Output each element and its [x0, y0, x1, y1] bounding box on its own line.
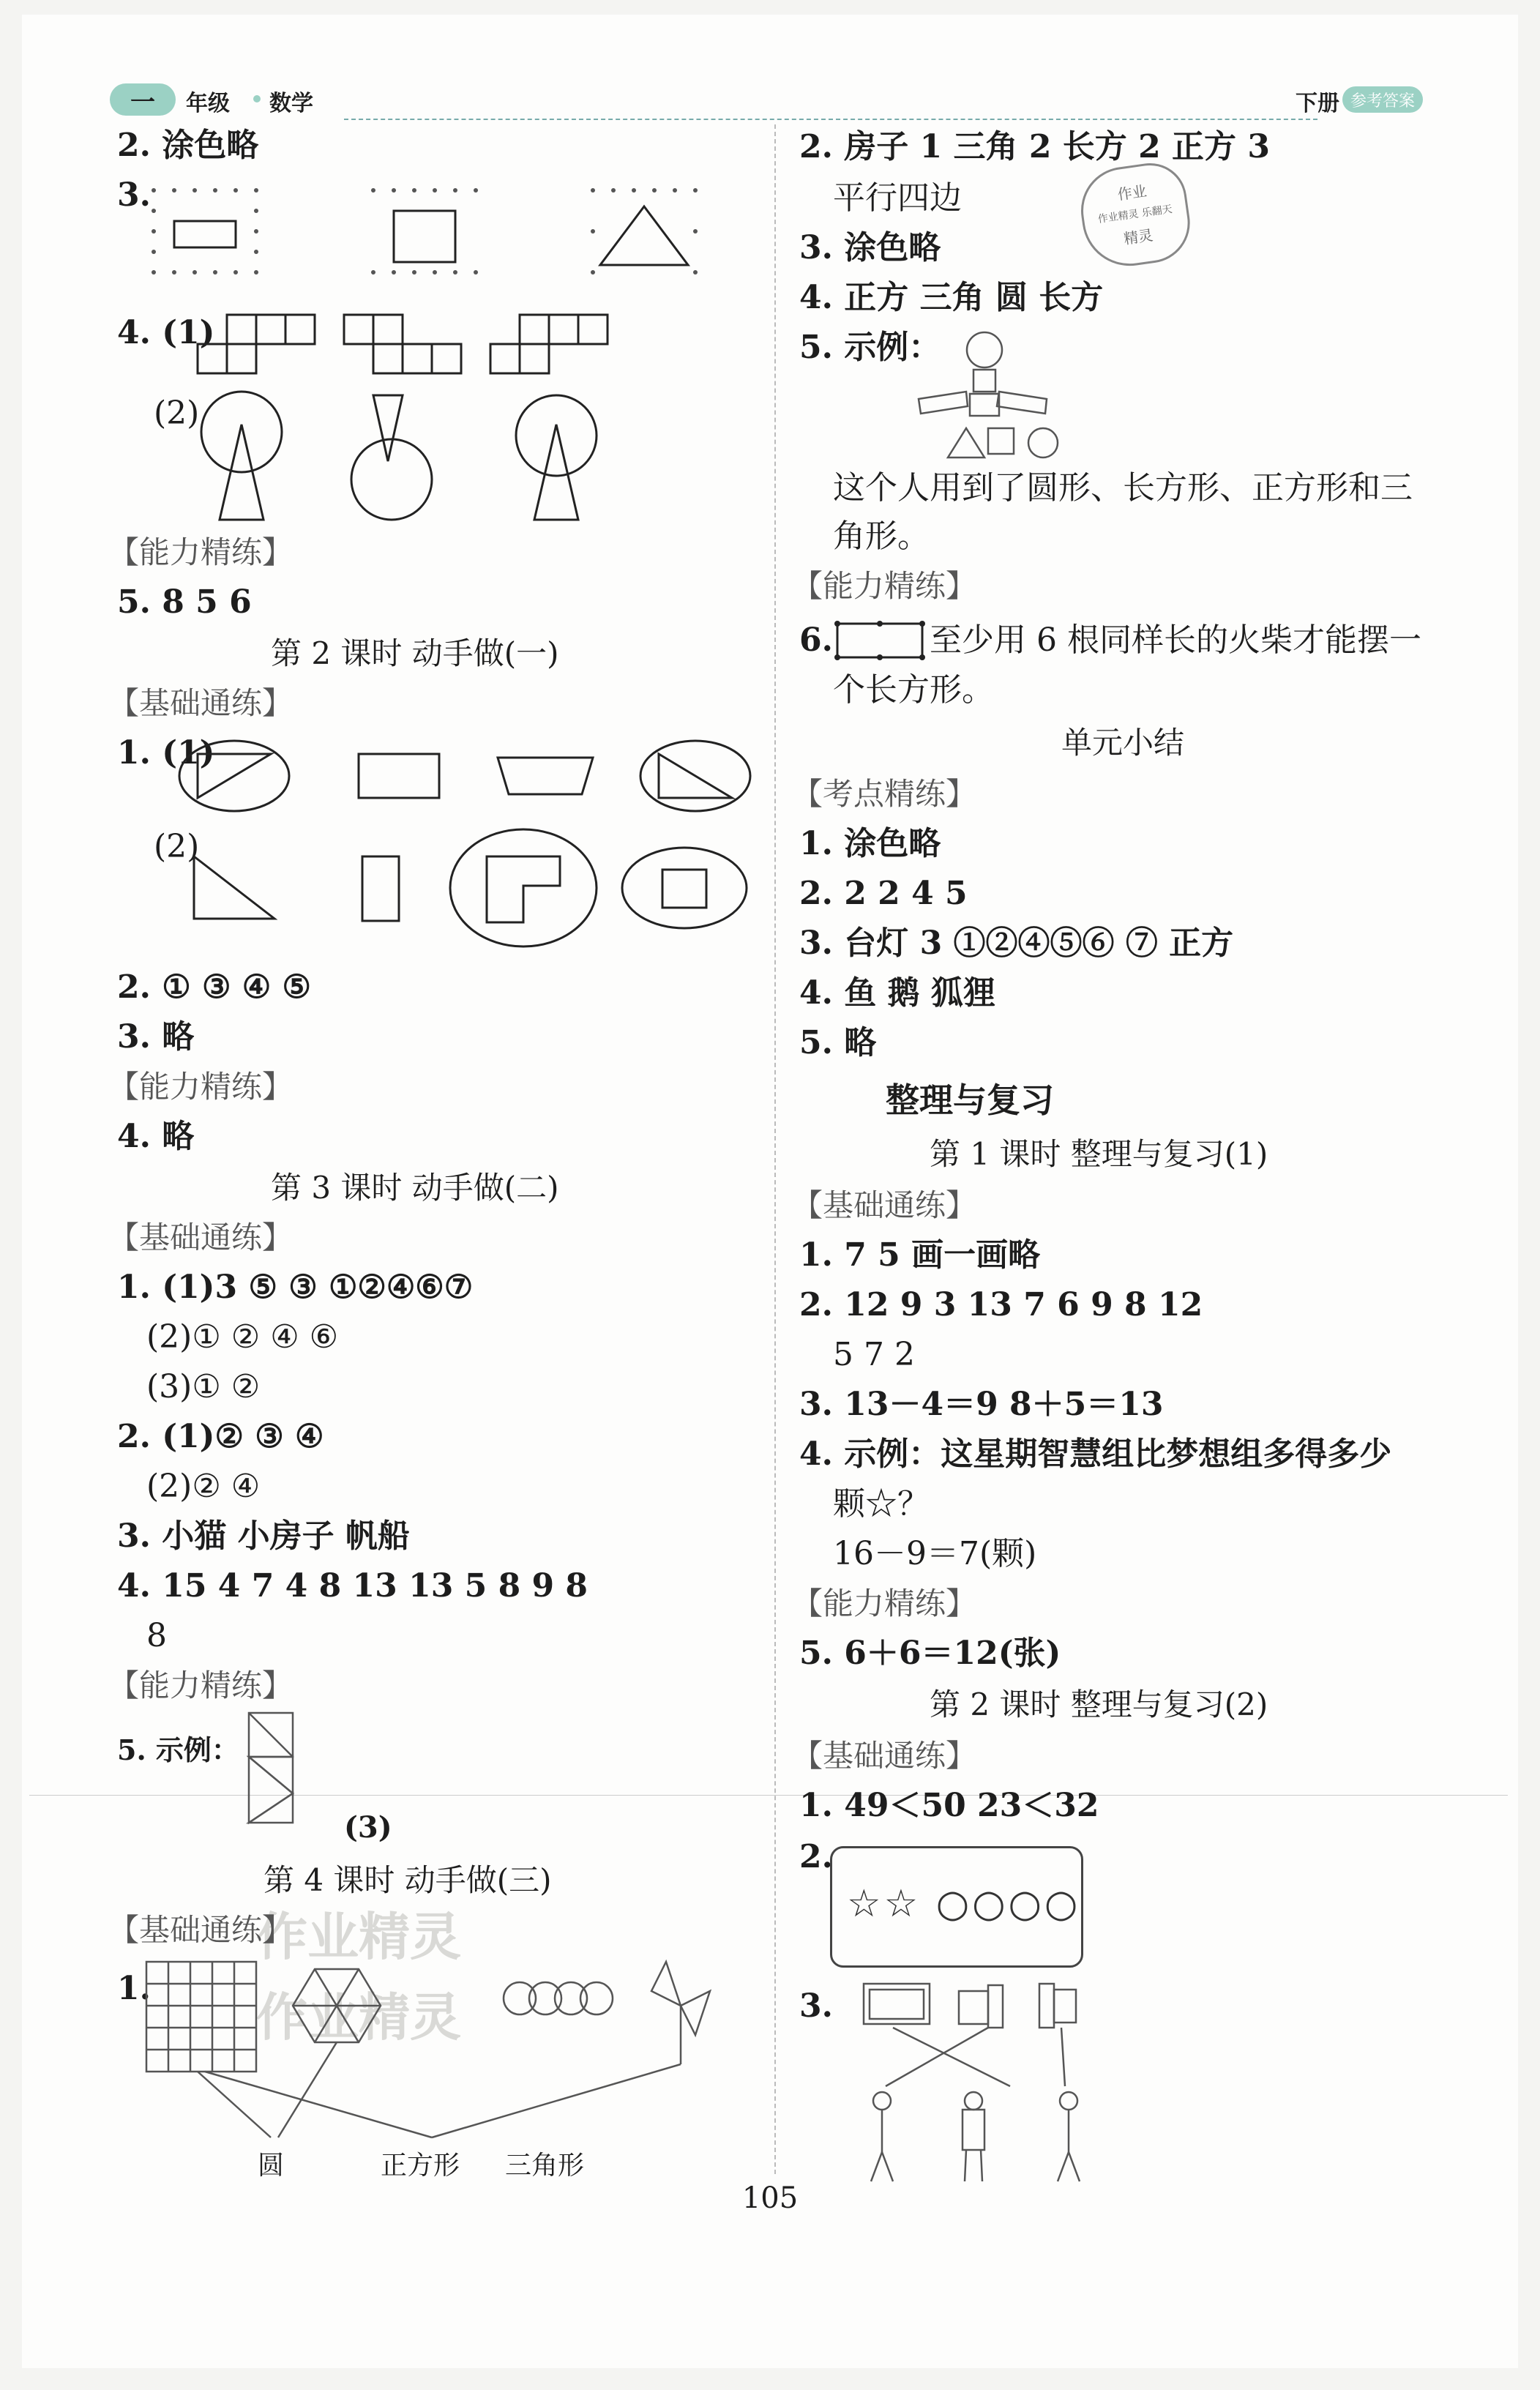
- section-label: 【能力精练】: [108, 1069, 294, 1105]
- answer-line: 1. 7 5 画一画略: [799, 1236, 1041, 1274]
- grade-badge: 一: [110, 83, 176, 116]
- watermark-text: 作业精灵: [256, 1987, 461, 2047]
- answer-line: 4. 15 4 7 4 8 13 13 5 8 9 8: [117, 1567, 588, 1605]
- answer-line: 1. (1)3 ⑤ ③ ①②④⑥⑦: [117, 1269, 474, 1306]
- lesson-heading: 第 1 课时 整理与复习(1): [930, 1136, 1268, 1172]
- answer-line: 4. (1): [117, 314, 215, 351]
- unit-summary-heading: 单元小结: [1061, 725, 1185, 761]
- answer-line: (3): [344, 1810, 392, 1845]
- section-label: 【能力精练】: [108, 1668, 294, 1703]
- answer-line: (2): [154, 395, 200, 432]
- tangram-figure: [234, 1713, 322, 1830]
- section-label: 【基础通练】: [108, 685, 294, 721]
- answer-line: 2.: [799, 1838, 833, 1875]
- answer-line: 至少用 6 根同样长的火柴才能摆一: [930, 621, 1421, 659]
- answer-line: 平行四边: [833, 179, 962, 217]
- answer-line: 2. 房子 1 三角 2 长方 2 正方 3: [799, 128, 1270, 165]
- answer-line: 4. 正方 三角 圆 长方: [799, 279, 1104, 316]
- subject-label: 数学: [269, 91, 313, 116]
- lesson-heading: 第 3 课时 动手做(二): [271, 1170, 559, 1206]
- match-label: 三角形: [505, 2151, 585, 2181]
- answer-line: 3. 略: [117, 1018, 195, 1056]
- answer-line: 3. 13－4＝9 8＋5＝13: [799, 1386, 1164, 1423]
- answers-tag: 参考答案: [1342, 86, 1423, 113]
- answer-line: 3. 台灯 3 ①②④⑤⑥ ⑦ 正方: [799, 925, 1234, 962]
- answer-line: 16－9＝7(颗): [833, 1535, 1037, 1572]
- answer-line: 5 7 2: [833, 1336, 915, 1373]
- answer-line: 1.: [117, 1970, 151, 2007]
- column-divider: [774, 124, 776, 2174]
- section-label: 【考点精练】: [792, 776, 977, 812]
- answer-line: 3.: [117, 176, 151, 214]
- lesson-heading: 第 2 课时 整理与复习(2): [930, 1687, 1268, 1722]
- section-label: 【基础通练】: [108, 1912, 294, 1948]
- answer-line: 角形。: [833, 518, 930, 555]
- answer-line: 5. 示例：: [117, 1733, 239, 1766]
- section-label: 【基础通练】: [792, 1187, 977, 1223]
- grade-label: 年级: [186, 91, 230, 116]
- watermark-text: 作业精灵: [256, 1907, 461, 1967]
- stamp-text: 作业精灵 乐翻天: [1097, 203, 1173, 226]
- answer-line: 2. (1)② ③ ④: [117, 1418, 324, 1455]
- matching-figures: [139, 1962, 739, 2152]
- volume-label: 下册: [1296, 91, 1339, 116]
- answer-line: 5. 略: [799, 1024, 877, 1061]
- answer-line: 8: [146, 1617, 167, 1654]
- lesson-heading: 第 4 课时 动手做(三): [263, 1862, 552, 1898]
- section-label: 【基础通练】: [792, 1738, 977, 1774]
- answer-line: 这个人用到了圆形、长方形、正方形和三: [833, 469, 1413, 507]
- lesson-heading: 第 2 课时 动手做(一): [271, 635, 559, 671]
- cone-cylinder-figures: [190, 395, 703, 527]
- answer-line: 2. ① ③ ④ ⑤: [117, 968, 311, 1006]
- match-label: 圆: [258, 2151, 285, 2181]
- answer-line: 3.: [799, 1987, 833, 2025]
- stamp-text: 作业: [1116, 182, 1148, 203]
- answer-line: 5. 示例：: [799, 329, 941, 366]
- shape-trace-figures: [194, 827, 765, 937]
- answer-line: 5. 8 5 6: [117, 583, 252, 621]
- page-number: 105: [741, 2181, 799, 2215]
- answer-line: (2)① ② ④ ⑥: [146, 1318, 339, 1356]
- dot-grid-figures: [146, 183, 717, 285]
- page-header: [110, 76, 1420, 120]
- header-rule: [344, 119, 1317, 120]
- answer-line: 1. 49＜50 23＜32: [799, 1787, 1099, 1824]
- chapter-heading: 整理与复习: [886, 1080, 1054, 1120]
- answer-line: 4. 示例：这星期智慧组比梦想组多得多少: [799, 1435, 1392, 1473]
- answer-line: (2): [154, 828, 200, 865]
- answer-line: 5. 6＋6＝12(张): [799, 1635, 1061, 1672]
- answer-line: 2. 2 2 4 5: [799, 875, 968, 912]
- answer-line: 6.: [799, 621, 833, 659]
- view-matching-figures: [856, 1976, 1098, 2189]
- section-label: 【基础通练】: [108, 1220, 294, 1255]
- answer-line: (3)① ②: [146, 1368, 261, 1405]
- answer-line: 4. 略: [117, 1118, 195, 1155]
- answer-line: 2. 12 9 3 13 7 6 9 8 12: [799, 1286, 1203, 1323]
- answer-line: 3. 小猫 小房子 帆船: [117, 1517, 410, 1555]
- section-label: 【能力精练】: [792, 568, 977, 604]
- match-label: 正方形: [381, 2151, 460, 2181]
- answer-line: 颗☆？: [833, 1485, 930, 1523]
- header-dot: [253, 95, 261, 102]
- section-label: 【能力精练】: [108, 534, 294, 570]
- stars-circles-box: [830, 1846, 1083, 1968]
- answer-line: 个长方形。: [833, 671, 994, 709]
- stamp-text: 精灵: [1122, 226, 1154, 248]
- answer-line: 2. 涂色略: [117, 127, 259, 164]
- answer-line: 4. 鱼 鹅 狐狸: [799, 974, 995, 1012]
- cube-net-figures: [198, 315, 725, 388]
- stars-circles-answer: ☆☆ ○○○○: [847, 1882, 1081, 1926]
- answer-line: 1. (1): [117, 734, 215, 772]
- matchstick-rectangle-figure: [833, 619, 928, 663]
- shape-person-figure: [915, 329, 1076, 461]
- shape-cut-figures: [198, 739, 769, 820]
- answer-line: 3. 涂色略: [799, 229, 941, 266]
- answer-line: (2)② ④: [146, 1468, 261, 1505]
- section-label: 【能力精练】: [792, 1586, 977, 1621]
- answer-line: 1. 涂色略: [799, 825, 941, 862]
